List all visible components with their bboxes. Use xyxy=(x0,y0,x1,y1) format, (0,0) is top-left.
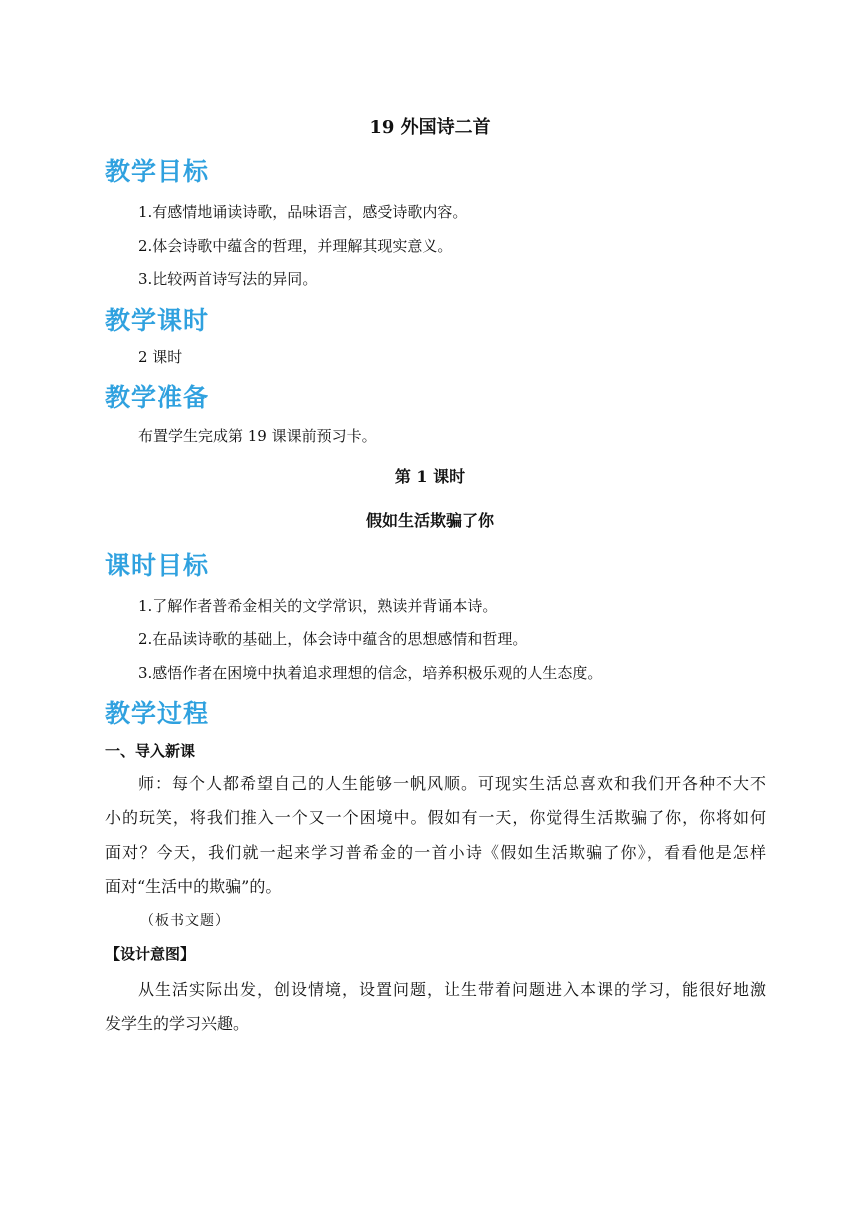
poem-title: 假如生活欺骗了你 xyxy=(365,511,494,530)
design-intent-heading: 【设计意图】 xyxy=(105,945,196,963)
intro-paragraph-line-2: 小的玩笑，将我们推入一个又一个困境中。假如有一天，你觉得生活欺骗了你，你将如何 xyxy=(105,808,766,827)
document-title: 19 外国诗二首 xyxy=(369,117,491,138)
board-note: （板书文题） xyxy=(140,913,230,929)
period-title: 第 1 课时 xyxy=(394,467,466,486)
section-heading-periods: 教学课时 xyxy=(105,306,210,335)
periods-text: 2 课时 xyxy=(138,348,183,366)
design-intent-line-2: 发学生的学习兴趣。 xyxy=(105,1014,250,1033)
design-intent-line-1: 从生活实际出发，创设情境，设置问题，让生带着问题进入本课的学习，能很好地激 xyxy=(138,980,766,999)
intro-paragraph-line-3: 面对？今天，我们就一起来学习普希金的一首小诗《假如生活欺骗了你》，看看他是怎样 xyxy=(105,843,766,862)
section-heading-process: 教学过程 xyxy=(105,699,210,728)
section-heading-preparation: 教学准备 xyxy=(105,383,210,412)
section-heading-objectives: 教学目标 xyxy=(105,157,210,186)
intro-paragraph-line-1: 师：每个人都希望自己的人生能够一帆风顺。可现实生活总喜欢和我们开各种不大不 xyxy=(138,774,766,793)
preparation-text: 布置学生完成第 19 课课前预习卡。 xyxy=(138,427,377,445)
lesson-objective-item-2: 2.在品读诗歌的基础上，体会诗中蕴含的思想感情和哲理。 xyxy=(138,630,528,648)
step-title-intro: 一、导入新课 xyxy=(105,742,196,760)
objective-item-1: 1.有感情地诵读诗歌，品味语言，感受诗歌内容。 xyxy=(138,203,468,221)
lesson-objective-item-3: 3.感悟作者在困境中执着追求理想的信念，培养积极乐观的人生态度。 xyxy=(138,664,603,682)
section-heading-lesson-objectives: 课时目标 xyxy=(105,551,210,580)
objective-item-3: 3.比较两首诗写法的异同。 xyxy=(138,270,318,288)
intro-paragraph-line-4: 面对“生活中的欺骗”的。 xyxy=(105,877,282,896)
objective-item-2: 2.体会诗歌中蕴含的哲理，并理解其现实意义。 xyxy=(138,237,453,255)
lesson-objective-item-1: 1.了解作者普希金相关的文学常识，熟读并背诵本诗。 xyxy=(138,597,498,615)
